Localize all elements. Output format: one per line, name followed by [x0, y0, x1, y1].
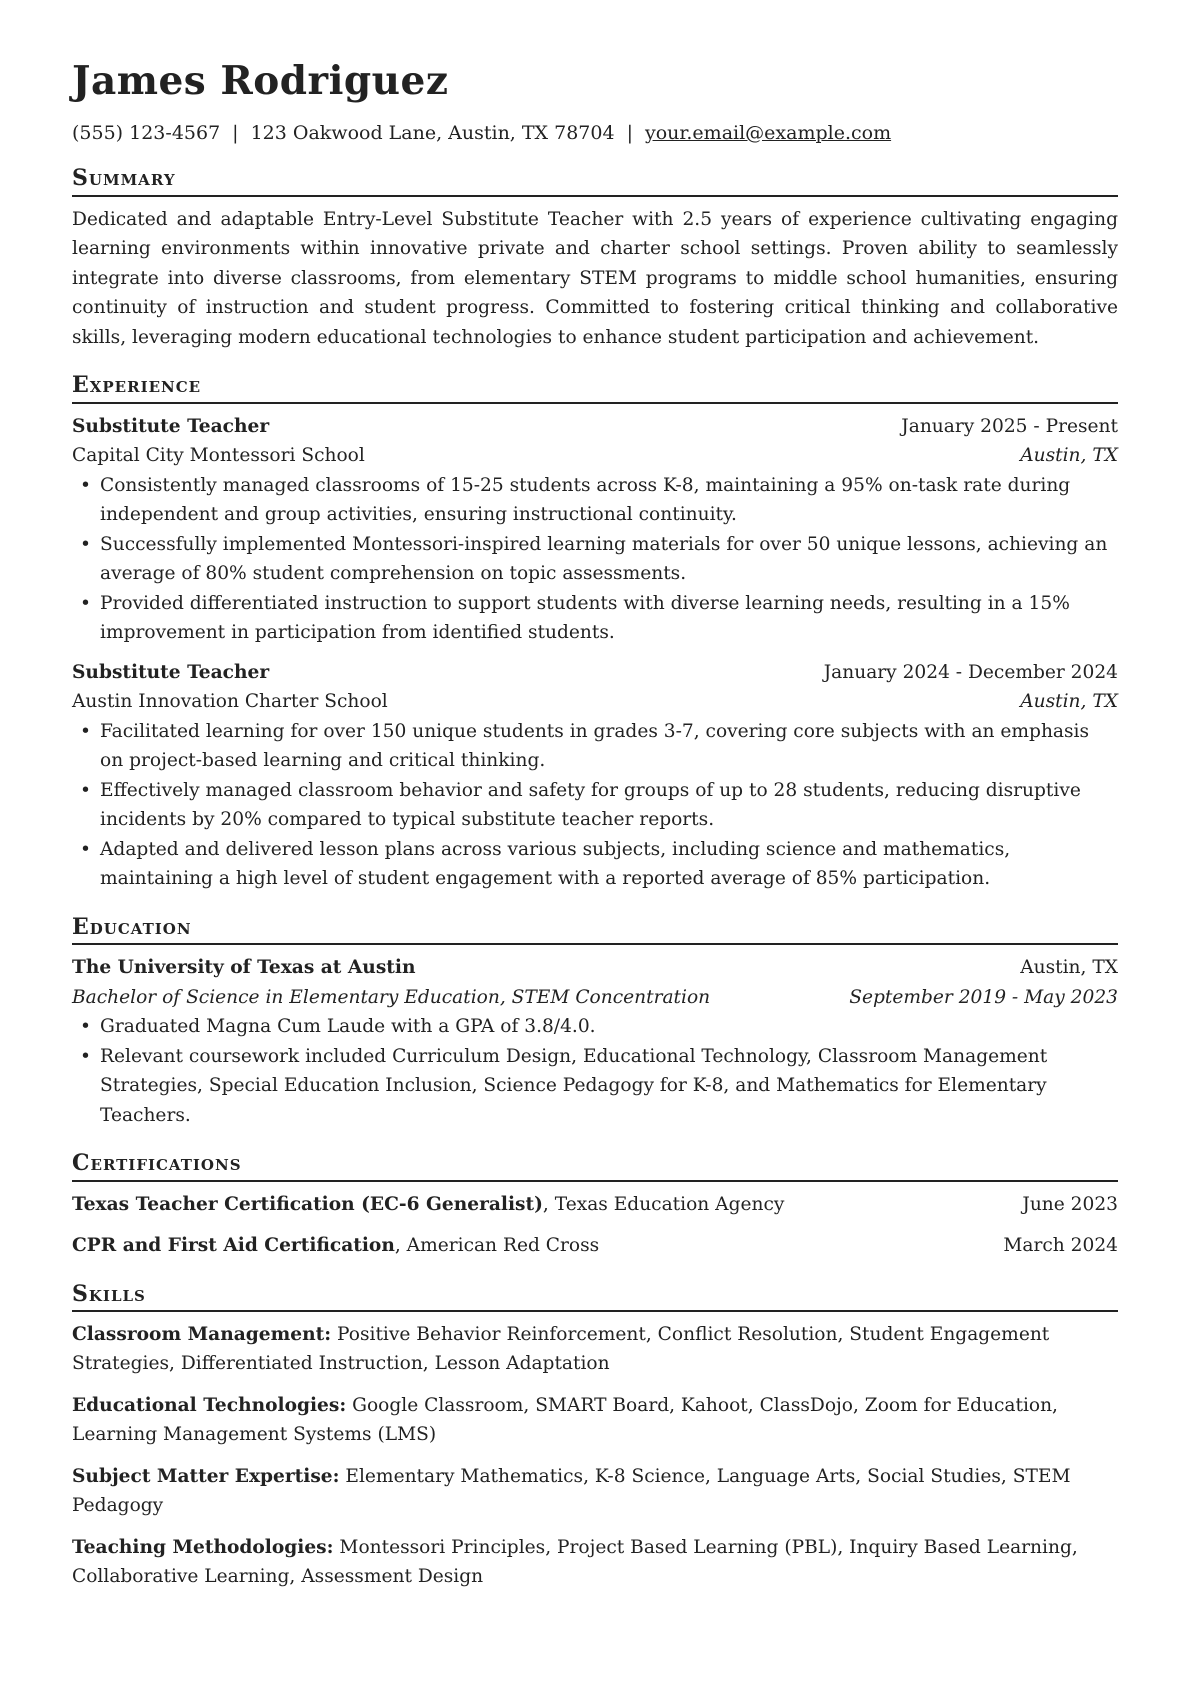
experience-entry [72, 658, 1118, 894]
skill-label: Teaching Methodologies: [72, 1536, 334, 1558]
certification-date: June 2023 [1022, 1193, 1118, 1215]
bullet-item: • Relevant coursework included Curriculum Design, Educational Technology, Classroom Management Strategies, Special Education Inclusion, Science Pedagogy for K-8, and Mathematics for Elementary Teachers. [100, 1042, 1118, 1131]
certifications-section [72, 1150, 1118, 1260]
skill-group [72, 1391, 1118, 1450]
contact-separator: | [626, 121, 633, 144]
skill-group [72, 1462, 1118, 1521]
certification-item [72, 1231, 1118, 1261]
bullet-item: • Consistently managed classrooms of 15-25 students across K-8, maintaining a 95% on-task rate during independent and group activities, ensuring instructional continuity. [100, 471, 1118, 530]
school-name: The University of Texas at Austin [72, 957, 416, 979]
certification-name: CPR and First Aid Certification [72, 1235, 395, 1257]
bullet-item: • Graduated Magna Cum Laude with a GPA of 3.8/4.0. [100, 1012, 1118, 1042]
skill-label: Educational Technologies: [72, 1394, 347, 1416]
skill-text: Montessori Principles, Project Based Learning (PBL), Inquiry Based Learning, Collaborative Learning, Assessment Design [72, 1536, 1078, 1588]
skill-label: Subject Matter Expertise: [72, 1465, 340, 1487]
certification-name: Texas Teacher Certification (EC-6 Generalist) [72, 1193, 543, 1215]
education-dates: September 2019 - May 2023 [849, 986, 1118, 1008]
skill-group [72, 1320, 1118, 1379]
job-dates: January 2024 - December 2024 [823, 661, 1118, 683]
skill-label: Classroom Management: [72, 1323, 332, 1345]
contact-line [72, 121, 1118, 146]
skills-section [72, 1281, 1118, 1592]
section-title-experience: Experience [72, 372, 1118, 403]
education-bullets [72, 1012, 1118, 1130]
degree: Bachelor of Science in Elementary Education, STEM Concentration [72, 986, 711, 1008]
experience-section [72, 372, 1118, 893]
candidate-name: James Rodriguez [72, 58, 449, 104]
job-bullets [72, 471, 1118, 648]
email-link[interactable]: your.email@example.com [644, 121, 892, 144]
bullet-item: • Provided differentiated instruction to support students with diverse learning needs, resulting in a 15% improvement in participation from identified students. [100, 589, 1118, 648]
job-organization: Austin Innovation Charter School [72, 691, 388, 713]
summary-section [72, 165, 1118, 352]
certification-issuer: , American Red Cross [394, 1235, 600, 1257]
job-dates: January 2025 - Present [901, 415, 1118, 437]
certification-issuer: , Texas Education Agency [542, 1193, 785, 1215]
certification-item [72, 1190, 1118, 1220]
phone-number: (555) 123-4567 [72, 121, 221, 144]
job-organization: Capital City Montessori School [72, 445, 365, 467]
school-location: Austin, TX [1020, 957, 1118, 979]
bullet-item: • Adapted and delivered lesson plans across various subjects, including science and mathematics, maintaining a high level of student engagement with a reported average of 85% participation. [100, 835, 1118, 894]
job-role: Substitute Teacher [72, 661, 270, 683]
bullet-item: • Successfully implemented Montessori-inspired learning materials for over 50 unique lessons, achieving an average of 80% student comprehension on topic assessments. [100, 530, 1118, 589]
skill-text: Google Classroom, SMART Board, Kahoot, ClassDojo, Zoom for Education, Learning Management Systems (LMS) [72, 1394, 1058, 1446]
job-location: Austin, TX [1020, 691, 1118, 713]
certification-date: March 2024 [1003, 1235, 1118, 1257]
section-title-certifications: Certifications [72, 1150, 1118, 1181]
job-location: Austin, TX [1020, 445, 1118, 467]
summary-text: Dedicated and adaptable Entry-Level Substitute Teacher with 2.5 years of experience cultivating engaging learning environments within innovative private and charter school settings. Proven ability to seamlessly integrate into diverse classrooms, from elementary STEM programs to middle school humanities, ensuring continuity of instruction and student progress. Committed to fostering critical thinking and collaborative skills, leveraging modern educational technologies to enhance student participation and achievement. [72, 208, 1118, 348]
address: 123 Oakwood Lane, Austin, TX 78704 [250, 121, 615, 144]
skill-text: Positive Behavior Reinforcement, Conflict Resolution, Student Engagement Strategies, Differentiated Instruction, Lesson Adaptation [72, 1323, 1050, 1375]
education-section [72, 914, 1118, 1130]
job-bullets [72, 717, 1118, 894]
skill-text: Elementary Mathematics, K-8 Science, Language Arts, Social Studies, STEM Pedagogy [72, 1465, 1071, 1517]
skill-group [72, 1533, 1118, 1592]
contact-separator: | [232, 121, 239, 144]
section-title-skills: Skills [72, 1281, 1118, 1312]
section-title-education: Education [72, 914, 1118, 945]
job-role: Substitute Teacher [72, 415, 270, 437]
section-title-summary: Summary [72, 165, 1118, 196]
bullet-item: • Facilitated learning for over 150 unique students in grades 3-7, covering core subjects with an emphasis on project-based learning and critical thinking. [100, 717, 1118, 776]
experience-entry [72, 412, 1118, 648]
bullet-item: • Effectively managed classroom behavior and safety for groups of up to 28 students, reducing disruptive incidents by 20% compared to typical substitute teacher reports. [100, 776, 1118, 835]
